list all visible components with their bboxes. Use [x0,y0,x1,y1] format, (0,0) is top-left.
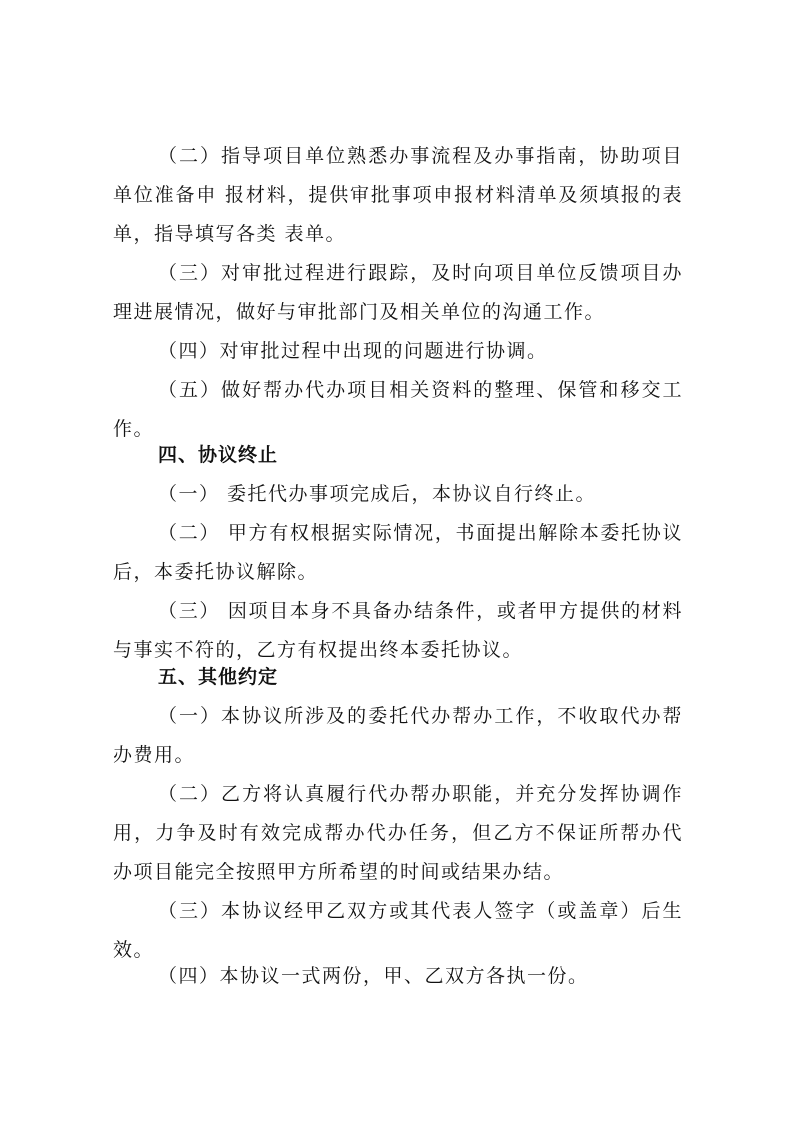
paragraph-5-2: （二）乙方将认真履行代办帮办职能，并充分发挥协调作用，力争及时有效完成帮办代办任务，但乙方不保证所帮办代办项目能完全按照甲方所希望的时间或结果办结。 [113,783,683,883]
paragraph-5-1: （一）本协议所涉及的委托代办帮办工作，不收取代办帮办费用。 [113,705,683,766]
paragraph-4-3: （三） 因项目本身不具备办结条件，或者甲方提供的材料与事实不符的，乙方有权提出终本委托协议。 [113,600,683,661]
paragraph-2-4: （四）对审批过程中出现的问题进行协调。 [158,340,548,362]
paragraph-4-2: （二） 甲方有权根据实际情况，书面提出解除本委托协议后，本委托协议解除。 [113,522,683,583]
paragraph-2-2: （二）指导项目单位熟悉办事流程及办事指南，协助项目单位准备申 报材料，提供审批事项申报材料清单及须填报的表单，指导填写各类 表单。 [113,145,683,245]
section-heading-4: 四、协议终止 [158,444,279,466]
paragraph-2-3: （三）对审批过程进行跟踪，及时向项目单位反馈项目办理进展情况，做好与审批部门及相关单位的沟通工作。 [113,262,683,323]
paragraph-4-1: （一） 委托代办事项完成后，本协议自行终止。 [158,483,597,505]
paragraph-2-5: （五）做好帮办代办项目相关资料的整理、保管和移交工作。 [113,379,683,440]
section-heading-5: 五、其他约定 [158,666,279,688]
paragraph-5-3: （三）本协议经甲乙双方或其代表人签字（或盖章）后生效。 [113,900,683,961]
paragraph-5-4: （四）本协议一式两份，甲、乙双方各执一份。 [158,965,589,987]
